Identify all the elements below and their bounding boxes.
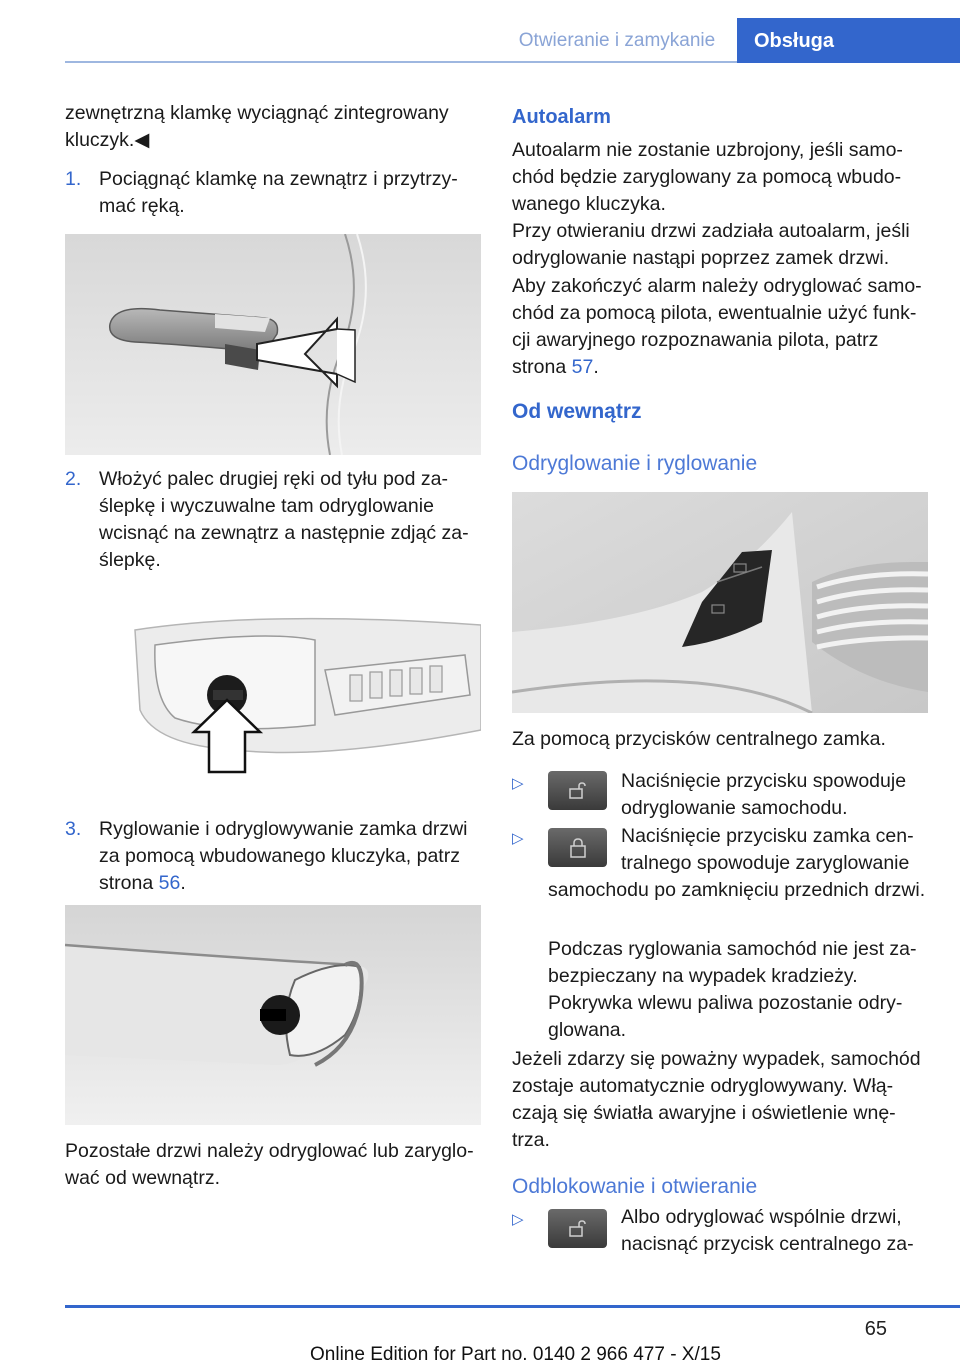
bullet-unlock [512, 768, 928, 818]
page-link-56[interactable]: 56 [158, 872, 181, 894]
bullet-text-continued: samochodu po zamknięciu przednich drzwi. [548, 879, 926, 901]
accident-paragraph: Jeżeli zdarzy się poważny wypadek, samochód zostaje automatycznie odryglowywany. Włą‐czają się światła awaryjne i oświetlenie wnę‐trza. [512, 1048, 921, 1151]
inside-heading: Od wewnątrz [512, 400, 642, 423]
interior-buttons-photo [512, 492, 928, 713]
step-text: Ryglowanie i odryglowywanie zamka drzwi za pomocą wbudowanego kluczyka, patrz strona 56. [99, 818, 468, 894]
bullet-marker: ▷ [512, 775, 524, 792]
fuel-flap-note: Pokrywka wlewu paliwa pozostanie odry‐glowana. [548, 992, 903, 1041]
intro-text: zewnętrzną klamkę wyciągnąć zintegrowany kluczyk.◀ [65, 102, 449, 151]
step-number: 3. [65, 818, 82, 840]
unlock-button-icon [548, 1209, 607, 1248]
step-2 [65, 466, 481, 574]
autoalarm-paragraph-1: Autoalarm nie zostanie uzbrojony, jeśli samo‐chód będzie zaryglowany za pomocą wbudo‐wanego kluczyka. [512, 139, 903, 215]
lock-cylinder-photo [65, 905, 481, 1125]
step-text: Pociągnąć klamkę na zewnątrz i przytrzy‐mać ręką. [99, 168, 458, 217]
bullet-lock [512, 823, 928, 1043]
bullet-text: Albo odryglować wspólnie drzwi, nacisnąć przycisk centralnego za‐ [621, 1206, 914, 1255]
outro-text: Pozostałe drzwi należy odryglować lub zaryglo‐wać od wewnątrz. [65, 1140, 474, 1189]
footer-rule [65, 1305, 960, 1308]
theft-note: Podczas ryglowania samochód nie jest za‐bezpieczany na wypadek kradzieży. [548, 938, 917, 987]
unlock-open-heading: Odblokowanie i otwieranie [512, 1175, 758, 1198]
page-link-57[interactable]: 57 [571, 356, 594, 378]
step-text: Włożyć palec drugiej ręki od tyłu pod za‐ślepkę i wyczuwalne tam odryglowanie wcisnąć na zewnątrz a następnie zdjąć za‐ślepkę. [99, 468, 469, 571]
buttons-caption: Za pomocą przycisków centralnego zamka. [512, 728, 886, 750]
bullet-unlock-doors [512, 1204, 928, 1264]
door-handle-photo [65, 234, 481, 455]
autoalarm-paragraph-3: Aby zakończyć alarm należy odryglować samo‐chód za pomocą pilota, ewentualnie użyć funk‐cji awaryjnego rozpoznawania pilota, patrz strona 57. [512, 275, 922, 378]
edition-text: Online Edition for Part no. 0140 2 966 477 - X/15 [310, 1344, 721, 1365]
page-number: 65 [864, 1318, 887, 1340]
autoalarm-heading: Autoalarm [512, 106, 611, 128]
bullet-marker: ▷ [512, 1211, 524, 1228]
chapter-tab[interactable]: Obsługa [737, 18, 960, 63]
bullet-marker: ▷ [512, 830, 524, 847]
bullet-text: Naciśnięcie przycisku spowoduje odryglowanie samochodu. [621, 770, 907, 819]
autoalarm-paragraph-2: Przy otwieraniu drzwi zadziała autoalarm, jeśli odryglowanie nastąpi poprzez zamek drzwi. [512, 220, 910, 269]
section-title: Otwieranie i zamykanie [518, 30, 716, 51]
bullet-text: Naciśnięcie przycisku zamka cen‐tralnego spowoduje zaryglowanie [621, 825, 914, 874]
step-number: 2. [65, 468, 82, 490]
step-3 [65, 816, 481, 897]
unlock-lock-heading: Odryglowanie i ryglowanie [512, 452, 758, 475]
lock-button-icon [548, 828, 607, 867]
step-number: 1. [65, 168, 82, 190]
cover-cap-photo [65, 600, 481, 800]
unlock-button-icon [548, 771, 607, 810]
